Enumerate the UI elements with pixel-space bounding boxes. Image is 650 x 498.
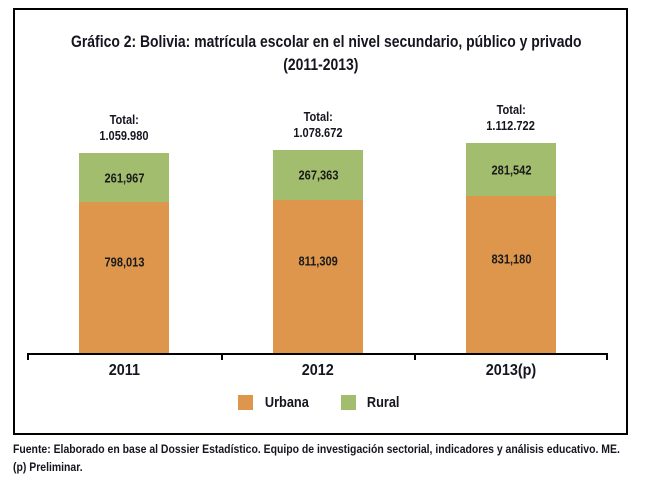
text: Total: bbox=[109, 112, 139, 127]
urbana-value-label bbox=[79, 255, 169, 270]
total-value bbox=[441, 118, 581, 134]
chart-title-line1-text: Gráfico 2: Bolivia: matrícula escolar en el nivel secundario, público y privado bbox=[71, 32, 582, 51]
urbana-value-label bbox=[466, 251, 556, 266]
text: Total: bbox=[496, 102, 526, 117]
urbana-value-label bbox=[273, 254, 363, 269]
text: 831,180 bbox=[491, 251, 531, 267]
text: 1.112.722 bbox=[486, 118, 536, 133]
total-prefix bbox=[248, 109, 388, 125]
total-prefix bbox=[54, 112, 194, 128]
segment-urbana bbox=[273, 200, 363, 353]
legend-item-urbana bbox=[238, 394, 313, 411]
total-label-2011 bbox=[54, 112, 194, 144]
text: 811,309 bbox=[298, 253, 338, 269]
source-note bbox=[13, 440, 650, 476]
text: 2011 bbox=[108, 362, 140, 379]
total-value bbox=[54, 128, 194, 144]
segment-rural bbox=[273, 150, 363, 200]
legend-swatch-urbana bbox=[238, 395, 253, 410]
bar-2011 bbox=[79, 153, 169, 353]
chart-figure bbox=[13, 8, 628, 435]
source-note-line2-text: (p) Preliminar. bbox=[13, 460, 83, 474]
total-value bbox=[248, 125, 388, 141]
rural-value-label bbox=[273, 168, 363, 183]
axis-tick bbox=[27, 353, 29, 360]
text: Rural bbox=[367, 394, 400, 411]
axis-tick bbox=[221, 353, 223, 360]
source-note-line1 bbox=[13, 440, 650, 458]
legend-label-rural bbox=[364, 394, 402, 411]
rural-value-label bbox=[466, 162, 556, 177]
bar-2012 bbox=[273, 150, 363, 353]
text: 1.059.980 bbox=[99, 128, 149, 143]
text: Urbana bbox=[265, 394, 310, 411]
text: 2012 bbox=[301, 362, 335, 379]
total-prefix bbox=[441, 102, 581, 118]
segment-rural bbox=[79, 153, 169, 202]
total-label-2012 bbox=[248, 109, 388, 141]
legend-swatch-rural bbox=[341, 395, 356, 410]
x-axis-label-2013(p) bbox=[451, 362, 571, 380]
segment-rural bbox=[466, 143, 556, 196]
chart-legend bbox=[15, 394, 626, 411]
plot-area bbox=[27, 10, 608, 379]
axis-tick bbox=[606, 353, 608, 360]
text: 261,967 bbox=[104, 170, 144, 185]
source-note-line1-text: Fuente: Elaborado en base al Dossier Estadístico. Equipo de investigación sectorial, indicadores y análisis educativo. ME. bbox=[13, 442, 620, 456]
text: 2013(p) bbox=[485, 362, 537, 379]
segment-urbana bbox=[466, 196, 556, 353]
legend-label-urbana bbox=[261, 394, 313, 411]
text: 798,013 bbox=[104, 254, 144, 270]
text: 267,363 bbox=[298, 167, 338, 183]
x-axis-label-2012 bbox=[258, 362, 378, 380]
text: 281,542 bbox=[491, 162, 531, 177]
rural-value-label bbox=[79, 170, 169, 185]
x-axis-label-2011 bbox=[64, 362, 184, 380]
chart-title-line2-text: (2011-2013) bbox=[282, 55, 359, 74]
source-note-line2 bbox=[13, 458, 650, 476]
bar-2013(p) bbox=[466, 143, 556, 353]
legend-item-rural bbox=[341, 394, 402, 411]
text: 1.078.672 bbox=[293, 125, 343, 140]
total-label-2013(p) bbox=[441, 102, 581, 134]
axis-tick bbox=[414, 353, 416, 360]
segment-urbana bbox=[79, 202, 169, 353]
text: Total: bbox=[303, 109, 333, 124]
